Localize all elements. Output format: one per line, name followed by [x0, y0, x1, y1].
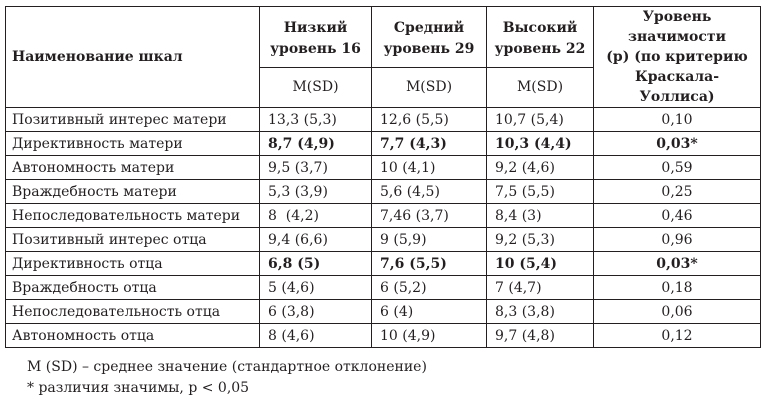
header-high-line1: Высокий: [502, 19, 578, 36]
row-scale-name: Непоследовательность отца: [6, 300, 260, 324]
row-low-value: 8,7 (4,9): [260, 132, 372, 156]
header-sig-line1: Уровень значимости: [628, 9, 726, 45]
row-mid-value: 10 (4,9): [372, 324, 487, 348]
table-row: [6, 180, 761, 204]
row-mid-value: 6 (5,2): [372, 276, 487, 300]
table-row: [6, 276, 761, 300]
header-low-line2: уровень 16: [270, 40, 361, 57]
header-high-level: [487, 7, 594, 68]
row-high-value: 9,7 (4,8): [487, 324, 594, 348]
row-p-value: 0,96: [594, 228, 761, 252]
row-mid-value: 10 (4,1): [372, 156, 487, 180]
row-scale-name: Позитивный интерес отца: [6, 228, 260, 252]
row-mid-value: 7,46 (3,7): [372, 204, 487, 228]
header-mid-line2: уровень 29: [383, 40, 475, 57]
row-low-value: 5 (4,6): [260, 276, 372, 300]
row-mid-value: 7,7 (4,3): [372, 132, 487, 156]
row-high-value: 10 (5,4): [487, 252, 594, 276]
subheader-msd-low: M(SD): [260, 67, 372, 107]
row-low-value: 6,8 (5): [260, 252, 372, 276]
header-low-level: [260, 7, 372, 68]
header-mid-line1: Средний: [393, 19, 465, 36]
row-high-value: 10,7 (5,4): [487, 108, 594, 132]
header-sig-line2: (р) (по критерию: [606, 49, 748, 65]
row-low-value: 8 (4,6): [260, 324, 372, 348]
table-row: [6, 252, 761, 276]
row-low-value: 9,5 (3,7): [260, 156, 372, 180]
row-scale-name: Автономность отца: [6, 324, 260, 348]
row-mid-value: 6 (4): [372, 300, 487, 324]
row-scale-name: Враждебность отца: [6, 276, 260, 300]
header-high-line2: уровень 22: [494, 40, 586, 57]
row-low-value: 5,3 (3,9): [260, 180, 372, 204]
header-sig-line3: Краскала-Уоллиса): [634, 69, 720, 105]
row-high-value: 7 (4,7): [487, 276, 594, 300]
row-p-value: 0,06: [594, 300, 761, 324]
row-mid-value: 9 (5,9): [372, 228, 487, 252]
row-high-value: 9,2 (5,3): [487, 228, 594, 252]
row-high-value: 9,2 (4,6): [487, 156, 594, 180]
row-p-value: 0,59: [594, 156, 761, 180]
table-row: [6, 108, 761, 132]
row-p-value: 0,03*: [594, 252, 761, 276]
row-scale-name: Автономность матери: [6, 156, 260, 180]
row-p-value: 0,46: [594, 204, 761, 228]
row-low-value: 13,3 (5,3): [260, 108, 372, 132]
header-row: [6, 7, 761, 68]
note-significance: * различия значимы, р < 0,05: [27, 380, 250, 396]
row-high-value: 8,4 (3): [487, 204, 594, 228]
row-scale-name: Враждебность матери: [6, 180, 260, 204]
header-low-line1: Низкий: [283, 19, 348, 36]
row-scale-name: Директивность матери: [6, 132, 260, 156]
table-row: [6, 132, 761, 156]
note-msd: M (SD) – среднее значение (стандартное отклонение): [27, 359, 427, 375]
table-notes: [27, 357, 760, 399]
row-scale-name: Директивность отца: [6, 252, 260, 276]
row-p-value: 0,18: [594, 276, 761, 300]
document: [5, 6, 760, 399]
row-p-value: 0,10: [594, 108, 761, 132]
row-high-value: 10,3 (4,4): [487, 132, 594, 156]
row-scale-name: Непоследовательность матери: [6, 204, 260, 228]
row-p-value: 0,12: [594, 324, 761, 348]
row-p-value: 0,03*: [594, 132, 761, 156]
table-row: [6, 324, 761, 348]
header-mid-level: [372, 7, 487, 68]
row-mid-value: 5,6 (4,5): [372, 180, 487, 204]
row-scale-name: Позитивный интерес матери: [6, 108, 260, 132]
row-p-value: 0,25: [594, 180, 761, 204]
header-scale: Наименование шкал: [6, 7, 260, 108]
subheader-msd-high: M(SD): [487, 67, 594, 107]
table-row: [6, 228, 761, 252]
row-high-value: 8,3 (3,8): [487, 300, 594, 324]
row-low-value: 8 (4,2): [260, 204, 372, 228]
header-significance: [594, 7, 761, 108]
table-row: [6, 300, 761, 324]
results-table: [5, 6, 761, 348]
row-high-value: 7,5 (5,5): [487, 180, 594, 204]
row-mid-value: 12,6 (5,5): [372, 108, 487, 132]
row-low-value: 6 (3,8): [260, 300, 372, 324]
table-row: [6, 204, 761, 228]
row-low-value: 9,4 (6,6): [260, 228, 372, 252]
table-row: [6, 156, 761, 180]
subheader-msd-mid: M(SD): [372, 67, 487, 107]
row-mid-value: 7,6 (5,5): [372, 252, 487, 276]
